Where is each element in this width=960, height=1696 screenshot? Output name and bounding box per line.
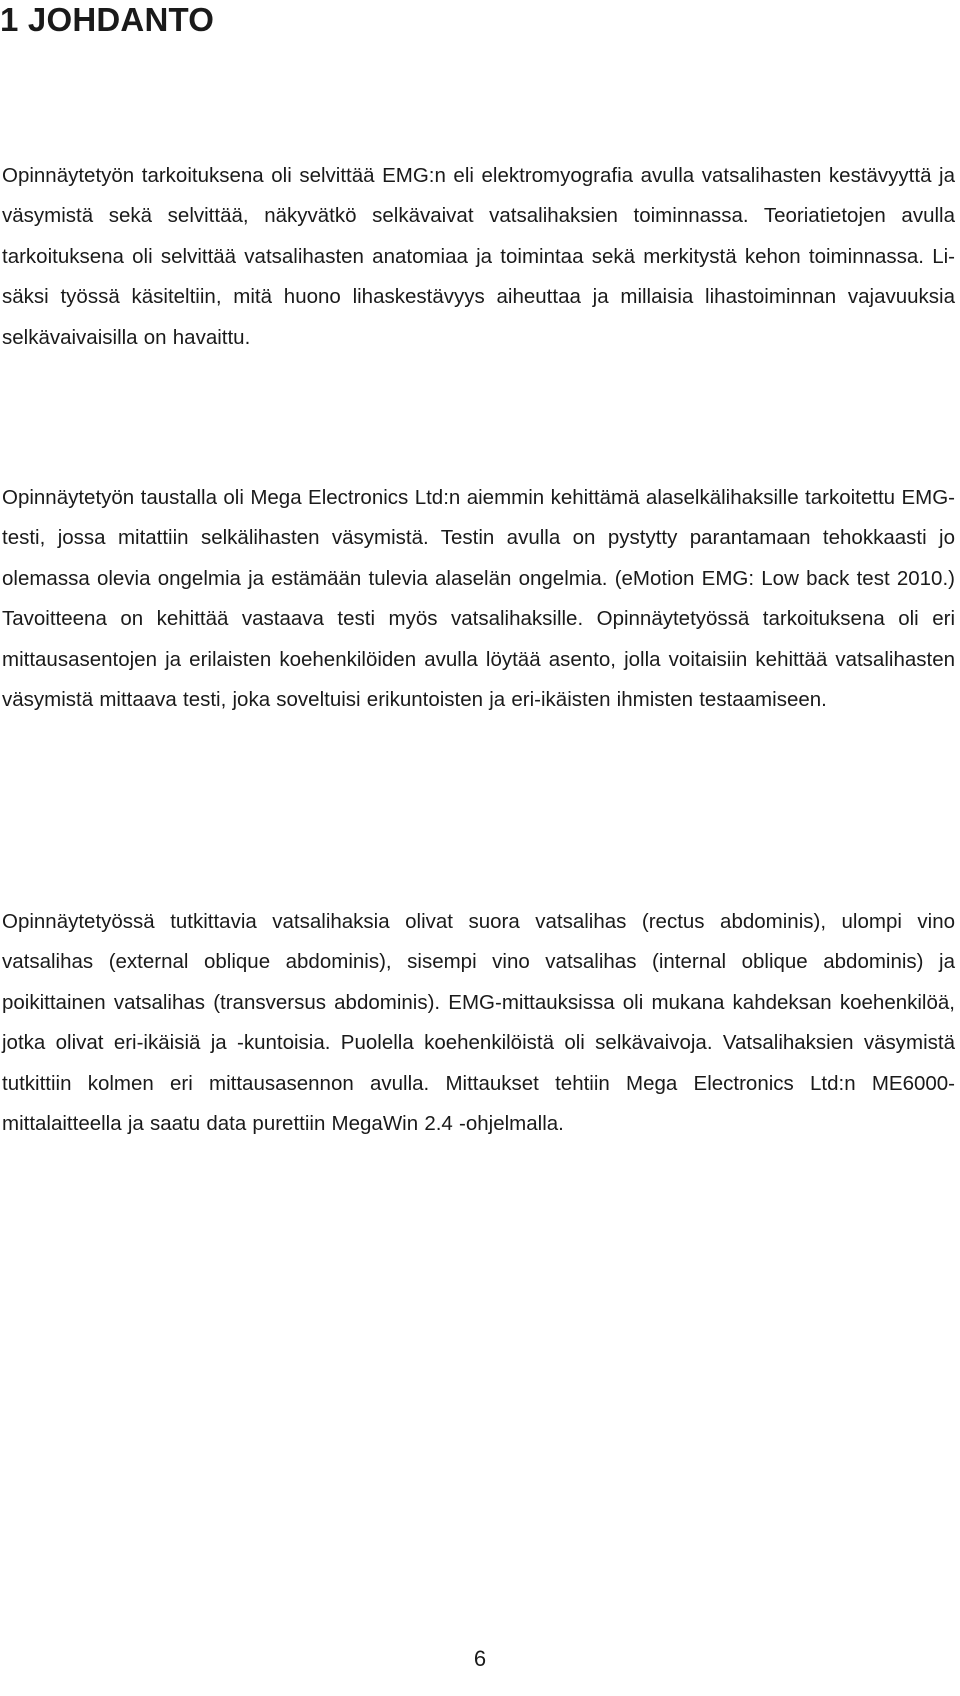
paragraph-muscles-studied: Opinnäytetyössä tutkittavia vatsalihaksia olivat suora vatsalihas (rectus abdominis), ulompi vino vatsalihas (external oblique abdominis), sisempi vino vatsalihas (internal oblique abdominis) ja poikittainen vatsalihas (transversus abdominis). EMG-mittauksissa oli mukana kahdeksan koehenkilöä, jotka olivat eri-ikäisiä ja -kuntoisia. Puolella koehenkilöistä oli selkävaivoja. Vatsalihaksien väsymistä tutkittiin kolmen eri mittausasennon avulla. Mittaukset tehtiin Mega Electronics Ltd:n ME6000-mittalaitteella ja saatu data purettiin MegaWin 2.4 -ohjelmalla. bbox=[2, 910, 955, 1136]
paragraph-aim: Opinnäytetyön tarkoituksena oli selvittää EMG:n eli elektromyografia avulla vatsalihasten kestävyyttä ja väsymistä sekä selvittää, näkyvätkö selkävaivat vatsalihaksien toiminnassa. Teoriatietojen avulla tarkoituksena oli selvittää vatsalihasten anatomiaa ja toimintaa sekä merkitystä kehon toiminnassa. Lisäksi työssä käsiteltiin, mitä huono lihaskestävyys aiheuttaa ja millaisia lihastoiminnan vajavuuksia selkävaivaisilla on havaittu. bbox=[2, 164, 955, 349]
chapter-heading: 1 JOHDANTO bbox=[0, 1, 215, 38]
paragraph-background: Opinnäytetyön taustalla oli Mega Electronics Ltd:n aiemmin kehittämä alaselkälihaksille tarkoitettu EMG-testi, jossa mitattiin selkälihasten väsymistä. Testin avulla on pystytty parantamaan tehokkaasti jo olemassa olevia ongelmia ja estämään tulevia alaselän ongelmia. (eMotion EMG: Low back test 2010.) Tavoitteena on kehittää vastaava testi myös vatsalihaksille. Opinnäytetyössä tarkoituksena oli eri mittausasentojen ja erilaisten koehenkilöiden avulla löytää asento, jolla voitaisiin kehittää vatsalihasten väsymistä mittaava testi, joka soveltuisi erikuntoisten ja eri-ikäisten ihmisten testaamiseen. bbox=[2, 486, 955, 712]
page-number: 6 bbox=[473, 1646, 487, 1671]
